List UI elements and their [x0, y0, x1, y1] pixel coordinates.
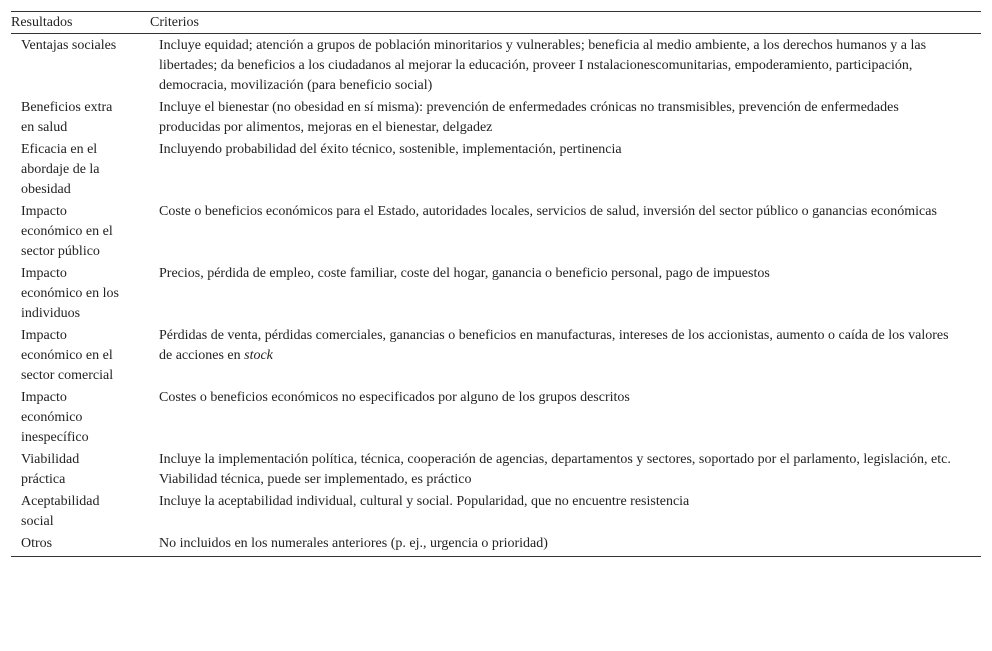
criteria-cell: Incluye el bienestar (no obesidad en sí misma): prevención de enfermedades crónicas no transmisibles, prevención de enfermedades producidas por alimentos, mejoras en el bienestar, delgadez — [159, 100, 899, 135]
criteria-cell: Incluye la aceptabilidad individual, cultural y social. Popularidad, que no encuentre resistencia — [159, 494, 690, 509]
table-row — [11, 202, 981, 264]
criteria-cell: Incluye equidad; atención a grupos de población minoritarios y vulnerables; beneficia al medio ambiente, a los derechos humanos y a las libertades; da beneficios a los ciudadanos al mejorar la educación, proveer I nstalacionescomunitarias, empoderamiento, participación, democracia, movilización (para beneficio social) — [159, 38, 927, 93]
table-row — [11, 264, 981, 326]
table-row — [11, 450, 981, 492]
criteria-cell: Precios, pérdida de empleo, coste familiar, coste del hogar, ganancia o beneficio personal, pago de impuestos — [159, 266, 770, 281]
result-cell: Impacto económico en el sector comercial — [21, 328, 114, 383]
result-cell: Aceptabilidad social — [21, 494, 100, 529]
table-row — [11, 98, 981, 140]
result-cell: Otros — [21, 536, 53, 551]
criteria-cell: No incluidos en los numerales anteriores (p. ej., urgencia o prioridad) — [159, 536, 548, 551]
criteria-cell: Incluye la implementación política, técnica, cooperación de agencias, departamentos y sectores, soportado por el parlamento, legislación, etc. Viabilidad técnica, puede ser implementado, es práctico — [159, 452, 951, 487]
criteria-cell: Coste o beneficios económicos para el Estado, autoridades locales, servicios de salud, inversión del sector público o ganancias económicas — [159, 204, 937, 219]
header-results: Resultados — [11, 12, 149, 34]
criteria-cell — [149, 326, 981, 388]
result-cell: Ventajas sociales — [21, 38, 117, 53]
table-header-row — [11, 12, 981, 34]
table-row — [11, 388, 981, 450]
table-row — [11, 140, 981, 202]
result-cell: Impacto económico en el sector público — [21, 204, 113, 259]
criteria-cell: Costes o beneficios económicos no especificados por alguno de los grupos descritos — [159, 390, 630, 405]
criteria-text: Pérdidas de venta, pérdidas comerciales, ganancias o beneficios en manufacturas, intereses de los accionistas, aumento o caída de los valores de acciones en — [159, 328, 949, 363]
table-row — [11, 492, 981, 534]
result-cell: Beneficios extra en salud — [21, 100, 113, 135]
header-criteria: Criterios — [149, 12, 981, 34]
result-cell: Eficacia en el abordaje de la obesidad — [21, 142, 100, 197]
table-row — [11, 534, 981, 556]
criteria-cell: Incluyendo probabilidad del éxito técnico, sostenible, implementación, pertinencia — [159, 142, 622, 157]
result-cell: Impacto económico inespecífico — [21, 390, 89, 445]
criteria-emphasis: stock — [244, 348, 273, 363]
criteria-table-container — [11, 11, 981, 557]
table-row — [11, 34, 981, 99]
table-row — [11, 326, 981, 388]
result-cell: Impacto económico en los individuos — [21, 266, 119, 321]
criteria-table — [11, 12, 981, 556]
result-cell: Viabilidad práctica — [21, 452, 80, 487]
